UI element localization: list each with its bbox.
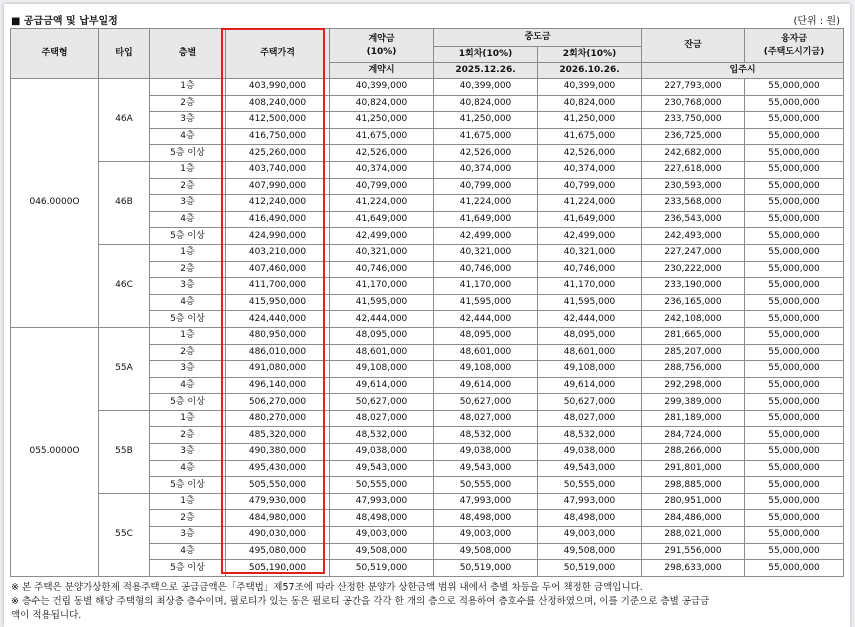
deposit-cell: 49,508,000 — [330, 543, 434, 560]
loan-cell: 55,000,000 — [745, 460, 844, 477]
balance-cell: 227,618,000 — [642, 161, 745, 178]
price-cell: 403,990,000 — [226, 79, 330, 96]
m1-cell: 49,108,000 — [434, 361, 538, 378]
deposit-cell: 41,224,000 — [330, 195, 434, 212]
loan-cell: 55,000,000 — [745, 377, 844, 394]
loan-cell: 55,000,000 — [745, 327, 844, 344]
price-cell: 411,700,000 — [226, 278, 330, 295]
balance-cell: 284,724,000 — [642, 427, 745, 444]
price-cell: 495,080,000 — [226, 543, 330, 560]
balance-cell: 230,222,000 — [642, 261, 745, 278]
loan-cell: 55,000,000 — [745, 211, 844, 228]
deposit-cell: 49,038,000 — [330, 444, 434, 461]
balance-cell: 292,298,000 — [642, 377, 745, 394]
floor-cell: 4층 — [150, 128, 226, 145]
loan-cell: 55,000,000 — [745, 543, 844, 560]
loan-cell: 55,000,000 — [745, 261, 844, 278]
m2-cell: 40,799,000 — [538, 178, 642, 195]
header-floor: 층별 — [150, 29, 226, 79]
loan-cell: 55,000,000 — [745, 560, 844, 577]
floor-cell: 1층 — [150, 244, 226, 261]
loan-cell: 55,000,000 — [745, 444, 844, 461]
balance-cell: 285,207,000 — [642, 344, 745, 361]
balance-cell: 233,190,000 — [642, 278, 745, 295]
floor-cell: 2층 — [150, 510, 226, 527]
m1-cell: 42,499,000 — [434, 228, 538, 245]
floor-cell: 3층 — [150, 278, 226, 295]
m2-cell: 48,532,000 — [538, 427, 642, 444]
m1-cell: 48,498,000 — [434, 510, 538, 527]
balance-cell: 227,793,000 — [642, 79, 745, 96]
floor-cell: 5층 이상 — [150, 477, 226, 494]
header-deposit — [330, 29, 434, 63]
m2-cell: 41,649,000 — [538, 211, 642, 228]
floor-cell: 3층 — [150, 527, 226, 544]
price-cell: 480,950,000 — [226, 327, 330, 344]
loan-cell: 55,000,000 — [745, 79, 844, 96]
balance-cell: 233,750,000 — [642, 112, 745, 129]
floor-cell: 4층 — [150, 377, 226, 394]
header-middle2-date: 2026.10.26. — [538, 63, 642, 79]
deposit-cell: 49,614,000 — [330, 377, 434, 394]
loan-cell: 55,000,000 — [745, 410, 844, 427]
m2-cell: 48,601,000 — [538, 344, 642, 361]
price-cell: 495,430,000 — [226, 460, 330, 477]
loan-cell: 55,000,000 — [745, 394, 844, 411]
floor-cell: 2층 — [150, 95, 226, 112]
m2-cell: 50,627,000 — [538, 394, 642, 411]
deposit-cell: 41,250,000 — [330, 112, 434, 129]
price-cell: 505,550,000 — [226, 477, 330, 494]
header-balance: 잔금 — [642, 29, 745, 63]
price-cell: 496,140,000 — [226, 377, 330, 394]
balance-cell: 288,756,000 — [642, 361, 745, 378]
balance-cell: 242,108,000 — [642, 311, 745, 328]
header-middle2: 2회차(10%) — [538, 47, 642, 63]
loan-cell: 55,000,000 — [745, 145, 844, 162]
floor-cell: 3층 — [150, 361, 226, 378]
note-2: ※ 층수는 건립 동별 해당 주택형의 최상층 층수이며, 필로티가 있는 동은 필로티 공간을 각각 한 개의 층으로 적용하여 층호수를 산정하였으며, 이를 기준으로 층별 공급금 — [11, 596, 710, 607]
deposit-cell: 49,108,000 — [330, 361, 434, 378]
price-cell: 491,080,000 — [226, 361, 330, 378]
deposit-cell: 41,649,000 — [330, 211, 434, 228]
m2-cell: 41,224,000 — [538, 195, 642, 212]
deposit-cell: 42,526,000 — [330, 145, 434, 162]
loan-cell: 55,000,000 — [745, 112, 844, 129]
header-deposit-when: 계약시 — [330, 63, 434, 79]
m1-cell: 49,614,000 — [434, 377, 538, 394]
balance-cell: 230,768,000 — [642, 95, 745, 112]
deposit-cell: 48,532,000 — [330, 427, 434, 444]
table-body — [11, 79, 844, 577]
deposit-cell: 48,601,000 — [330, 344, 434, 361]
m1-cell: 49,038,000 — [434, 444, 538, 461]
m2-cell: 49,038,000 — [538, 444, 642, 461]
deposit-cell: 49,003,000 — [330, 527, 434, 544]
m2-cell: 41,595,000 — [538, 294, 642, 311]
header-middle1: 1회차(10%) — [434, 47, 538, 63]
floor-cell: 4층 — [150, 543, 226, 560]
m1-cell: 40,746,000 — [434, 261, 538, 278]
loan-cell: 55,000,000 — [745, 510, 844, 527]
deposit-cell: 47,993,000 — [330, 493, 434, 510]
deposit-cell: 49,543,000 — [330, 460, 434, 477]
m2-cell: 50,519,000 — [538, 560, 642, 577]
section-title: ■ 공급금액 및 납부일정 — [11, 16, 118, 27]
m1-cell: 50,627,000 — [434, 394, 538, 411]
m1-cell: 49,543,000 — [434, 460, 538, 477]
m2-cell: 40,399,000 — [538, 79, 642, 96]
balance-cell: 298,633,000 — [642, 560, 745, 577]
deposit-cell: 40,374,000 — [330, 161, 434, 178]
loan-cell: 55,000,000 — [745, 361, 844, 378]
m1-cell: 48,095,000 — [434, 327, 538, 344]
loan-cell: 55,000,000 — [745, 228, 844, 245]
table-row — [11, 410, 844, 427]
housing-type-cell: 055.0000O — [11, 327, 99, 576]
balance-cell: 281,665,000 — [642, 327, 745, 344]
floor-cell: 5층 이상 — [150, 394, 226, 411]
table-row — [11, 244, 844, 261]
m2-cell: 42,444,000 — [538, 311, 642, 328]
floor-cell: 1층 — [150, 410, 226, 427]
m1-cell: 50,519,000 — [434, 560, 538, 577]
m2-cell: 50,555,000 — [538, 477, 642, 494]
balance-cell: 281,189,000 — [642, 410, 745, 427]
table-row — [11, 161, 844, 178]
floor-cell: 5층 이상 — [150, 560, 226, 577]
m2-cell: 49,003,000 — [538, 527, 642, 544]
price-cell: 505,190,000 — [226, 560, 330, 577]
m2-cell: 42,526,000 — [538, 145, 642, 162]
price-cell: 485,320,000 — [226, 427, 330, 444]
m2-cell: 49,614,000 — [538, 377, 642, 394]
m1-cell: 48,532,000 — [434, 427, 538, 444]
unit-type-cell: 46A — [99, 79, 150, 162]
loan-cell: 55,000,000 — [745, 128, 844, 145]
price-cell: 424,990,000 — [226, 228, 330, 245]
unit-type-cell: 46C — [99, 244, 150, 327]
floor-cell: 1층 — [150, 79, 226, 96]
header-price: 주택가격 — [226, 29, 330, 79]
header-middle1-date: 2025.12.26. — [434, 63, 538, 79]
m1-cell: 41,170,000 — [434, 278, 538, 295]
balance-cell: 242,493,000 — [642, 228, 745, 245]
loan-cell: 55,000,000 — [745, 95, 844, 112]
header-loan-text: 융자금 (주택도시기금) — [763, 33, 825, 57]
price-cell: 412,500,000 — [226, 112, 330, 129]
m1-cell: 40,321,000 — [434, 244, 538, 261]
header-unit-type: 타입 — [99, 29, 150, 79]
floor-cell: 1층 — [150, 493, 226, 510]
price-cell: 490,030,000 — [226, 527, 330, 544]
unit-label: (단위 : 원) — [793, 16, 840, 27]
m1-cell: 47,993,000 — [434, 493, 538, 510]
m1-cell: 42,526,000 — [434, 145, 538, 162]
balance-cell: 288,021,000 — [642, 527, 745, 544]
deposit-cell: 40,824,000 — [330, 95, 434, 112]
deposit-cell: 41,170,000 — [330, 278, 434, 295]
floor-cell: 4층 — [150, 211, 226, 228]
price-cell: 425,260,000 — [226, 145, 330, 162]
m1-cell: 41,224,000 — [434, 195, 538, 212]
m2-cell: 40,321,000 — [538, 244, 642, 261]
floor-cell: 2층 — [150, 261, 226, 278]
header-loan — [745, 29, 844, 63]
loan-cell: 55,000,000 — [745, 311, 844, 328]
balance-cell: 233,568,000 — [642, 195, 745, 212]
loan-cell: 55,000,000 — [745, 344, 844, 361]
floor-cell: 4층 — [150, 294, 226, 311]
note-3: 액이 적용됩니다. — [11, 610, 82, 621]
deposit-cell: 48,027,000 — [330, 410, 434, 427]
unit-type-cell: 55C — [99, 493, 150, 576]
m2-cell: 40,374,000 — [538, 161, 642, 178]
note-1: ※ 본 주택은 분양가상한제 적용주택으로 공급금액은「주택법」제57조에 따라 산정한 분양가 상한금액 범위 내에서 층별 차등을 두어 책정한 금액입니다. — [11, 582, 643, 593]
balance-cell: 291,801,000 — [642, 460, 745, 477]
price-cell: 479,930,000 — [226, 493, 330, 510]
m2-cell: 41,250,000 — [538, 112, 642, 129]
floor-cell: 3층 — [150, 444, 226, 461]
housing-type-cell: 046.0000O — [11, 79, 99, 328]
floor-cell: 1층 — [150, 161, 226, 178]
balance-cell: 236,725,000 — [642, 128, 745, 145]
deposit-cell: 50,555,000 — [330, 477, 434, 494]
loan-cell: 55,000,000 — [745, 244, 844, 261]
document-page — [4, 4, 850, 627]
loan-cell: 55,000,000 — [745, 161, 844, 178]
deposit-cell: 40,321,000 — [330, 244, 434, 261]
loan-cell: 55,000,000 — [745, 493, 844, 510]
deposit-cell: 48,095,000 — [330, 327, 434, 344]
loan-cell: 55,000,000 — [745, 477, 844, 494]
m1-cell: 41,250,000 — [434, 112, 538, 129]
deposit-cell: 40,399,000 — [330, 79, 434, 96]
table-row — [11, 493, 844, 510]
m1-cell: 50,555,000 — [434, 477, 538, 494]
balance-cell: 242,682,000 — [642, 145, 745, 162]
m2-cell: 41,675,000 — [538, 128, 642, 145]
table-row — [11, 79, 844, 96]
m2-cell: 49,543,000 — [538, 460, 642, 477]
floor-cell: 5층 이상 — [150, 145, 226, 162]
deposit-cell: 48,498,000 — [330, 510, 434, 527]
deposit-cell: 40,799,000 — [330, 178, 434, 195]
price-cell: 412,240,000 — [226, 195, 330, 212]
balance-cell: 298,885,000 — [642, 477, 745, 494]
m1-cell: 42,444,000 — [434, 311, 538, 328]
loan-cell: 55,000,000 — [745, 427, 844, 444]
unit-type-cell: 55A — [99, 327, 150, 410]
price-cell: 416,490,000 — [226, 211, 330, 228]
price-table — [10, 28, 844, 577]
floor-cell: 3층 — [150, 195, 226, 212]
balance-cell: 288,266,000 — [642, 444, 745, 461]
deposit-cell: 41,675,000 — [330, 128, 434, 145]
price-cell: 407,990,000 — [226, 178, 330, 195]
price-cell: 424,440,000 — [226, 311, 330, 328]
m1-cell: 40,824,000 — [434, 95, 538, 112]
deposit-cell: 41,595,000 — [330, 294, 434, 311]
m2-cell: 48,498,000 — [538, 510, 642, 527]
header-middle: 중도금 — [434, 29, 642, 47]
floor-cell: 2층 — [150, 344, 226, 361]
balance-cell: 236,165,000 — [642, 294, 745, 311]
floor-cell: 4층 — [150, 460, 226, 477]
floor-cell: 2층 — [150, 178, 226, 195]
deposit-cell: 40,746,000 — [330, 261, 434, 278]
deposit-cell: 42,499,000 — [330, 228, 434, 245]
m2-cell: 48,095,000 — [538, 327, 642, 344]
unit-type-cell: 46B — [99, 161, 150, 244]
m1-cell: 41,649,000 — [434, 211, 538, 228]
m1-cell: 40,399,000 — [434, 79, 538, 96]
m1-cell: 41,595,000 — [434, 294, 538, 311]
loan-cell: 55,000,000 — [745, 195, 844, 212]
header-deposit-text: 계약금 (10%) — [366, 33, 397, 57]
m1-cell: 40,374,000 — [434, 161, 538, 178]
price-cell: 407,460,000 — [226, 261, 330, 278]
balance-cell: 236,543,000 — [642, 211, 745, 228]
price-cell: 403,740,000 — [226, 161, 330, 178]
loan-cell: 55,000,000 — [745, 278, 844, 295]
floor-cell: 1층 — [150, 327, 226, 344]
m2-cell: 40,824,000 — [538, 95, 642, 112]
price-cell: 403,210,000 — [226, 244, 330, 261]
floor-cell: 3층 — [150, 112, 226, 129]
header-balance-when: 입주시 — [642, 63, 844, 79]
m2-cell: 42,499,000 — [538, 228, 642, 245]
loan-cell: 55,000,000 — [745, 527, 844, 544]
price-cell: 486,010,000 — [226, 344, 330, 361]
m2-cell: 40,746,000 — [538, 261, 642, 278]
m2-cell: 48,027,000 — [538, 410, 642, 427]
floor-cell: 2층 — [150, 427, 226, 444]
table-row — [11, 327, 844, 344]
unit-type-cell: 55B — [99, 410, 150, 493]
header-housing-type: 주택형 — [11, 29, 99, 79]
m1-cell: 49,508,000 — [434, 543, 538, 560]
balance-cell: 280,951,000 — [642, 493, 745, 510]
balance-cell: 299,389,000 — [642, 394, 745, 411]
m2-cell: 49,108,000 — [538, 361, 642, 378]
balance-cell: 284,486,000 — [642, 510, 745, 527]
deposit-cell: 50,627,000 — [330, 394, 434, 411]
price-cell: 484,980,000 — [226, 510, 330, 527]
m2-cell: 47,993,000 — [538, 493, 642, 510]
price-cell: 490,380,000 — [226, 444, 330, 461]
m1-cell: 41,675,000 — [434, 128, 538, 145]
m1-cell: 48,027,000 — [434, 410, 538, 427]
balance-cell: 230,593,000 — [642, 178, 745, 195]
m2-cell: 49,508,000 — [538, 543, 642, 560]
price-cell: 415,950,000 — [226, 294, 330, 311]
price-cell: 506,270,000 — [226, 394, 330, 411]
m1-cell: 40,799,000 — [434, 178, 538, 195]
loan-cell: 55,000,000 — [745, 178, 844, 195]
deposit-cell: 50,519,000 — [330, 560, 434, 577]
floor-cell: 5층 이상 — [150, 311, 226, 328]
floor-cell: 5층 이상 — [150, 228, 226, 245]
deposit-cell: 42,444,000 — [330, 311, 434, 328]
m1-cell: 49,003,000 — [434, 527, 538, 544]
loan-cell: 55,000,000 — [745, 294, 844, 311]
notes — [11, 581, 843, 623]
balance-cell: 291,556,000 — [642, 543, 745, 560]
price-cell: 408,240,000 — [226, 95, 330, 112]
m2-cell: 41,170,000 — [538, 278, 642, 295]
price-cell: 416,750,000 — [226, 128, 330, 145]
price-cell: 480,270,000 — [226, 410, 330, 427]
m1-cell: 48,601,000 — [434, 344, 538, 361]
balance-cell: 227,247,000 — [642, 244, 745, 261]
